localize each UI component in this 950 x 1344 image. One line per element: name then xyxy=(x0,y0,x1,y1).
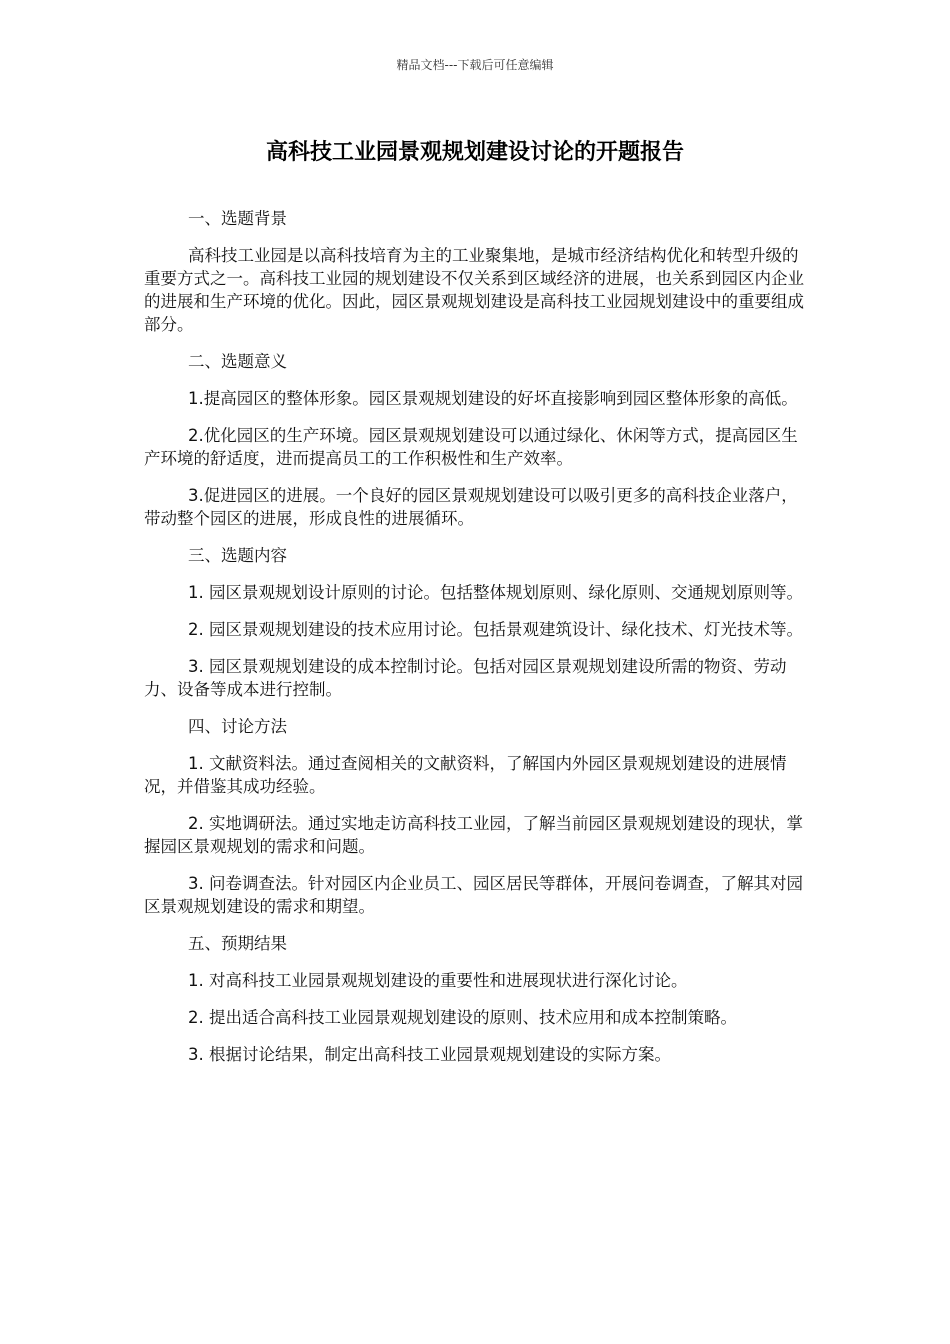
document-title: 高科技工业园景观规划建设讨论的开题报告 xyxy=(265,140,684,165)
paragraph: 3. 根据讨论结果，制定出高科技工业园景观规划建设的实际方案。 xyxy=(188,1045,671,1064)
paragraph: 2. 实地调研法。通过实地走访高科技工业园，了解当前园区景观规划建设的现状，掌握园区景观规划的需求和问题。 xyxy=(144,814,803,856)
paragraph: 3. 园区景观规划建设的成本控制讨论。包括对园区景观规划建设所需的物资、劳动力、设备等成本进行控制。 xyxy=(144,657,787,699)
paragraph: 1. 文献资料法。通过查阅相关的文献资料，了解国内外园区景观规划建设的进展情况，并借鉴其成功经验。 xyxy=(144,754,787,796)
paragraph: 2. 园区景观规划建设的技术应用讨论。包括景观建筑设计、绿化技术、灯光技术等。 xyxy=(188,620,803,639)
section-heading-content: 三、选题内容 xyxy=(188,546,287,565)
paragraph: 1. 园区景观规划设计原则的讨论。包括整体规划原则、绿化原则、交通规划原则等。 xyxy=(188,583,803,602)
paragraph: 2.优化园区的生产环境。园区景观规划建设可以通过绿化、休闲等方式，提高园区生产环境的舒适度，进而提高员工的工作积极性和生产效率。 xyxy=(144,426,798,468)
paragraph: 2. 提出适合高科技工业园景观规划建设的原则、技术应用和成本控制策略。 xyxy=(188,1008,737,1027)
paragraph: 高科技工业园是以高科技培育为主的工业聚集地，是城市经济结构优化和转型升级的重要方式之一。高科技工业园的规划建设不仅关系到区域经济的进展，也关系到园区内企业的进展和生产环境的优化。因此，园区景观规划建设是高科技工业园规划建设中的重要组成部分。 xyxy=(144,246,804,334)
section-heading-methods: 四、讨论方法 xyxy=(188,717,287,736)
paragraph: 1.提高园区的整体形象。园区景观规划建设的好坏直接影响到园区整体形象的高低。 xyxy=(188,389,798,408)
section-heading-background: 一、选题背景 xyxy=(188,209,287,228)
document-body xyxy=(144,207,806,1080)
paragraph: 3.促进园区的进展。一个良好的园区景观规划建设可以吸引更多的高科技企业落户，带动整个园区的进展，形成良性的进展循环。 xyxy=(144,486,798,528)
section-heading-expected-results: 五、预期结果 xyxy=(188,934,287,953)
paragraph: 3. 问卷调查法。针对园区内企业员工、园区居民等群体，开展问卷调查，了解其对园区景观规划建设的需求和期望。 xyxy=(144,874,803,916)
paragraph: 1. 对高科技工业园景观规划建设的重要性和进展现状进行深化讨论。 xyxy=(188,971,688,990)
page-header: 精品文档---下载后可任意编辑 xyxy=(396,58,554,72)
section-heading-significance: 二、选题意义 xyxy=(188,352,287,371)
